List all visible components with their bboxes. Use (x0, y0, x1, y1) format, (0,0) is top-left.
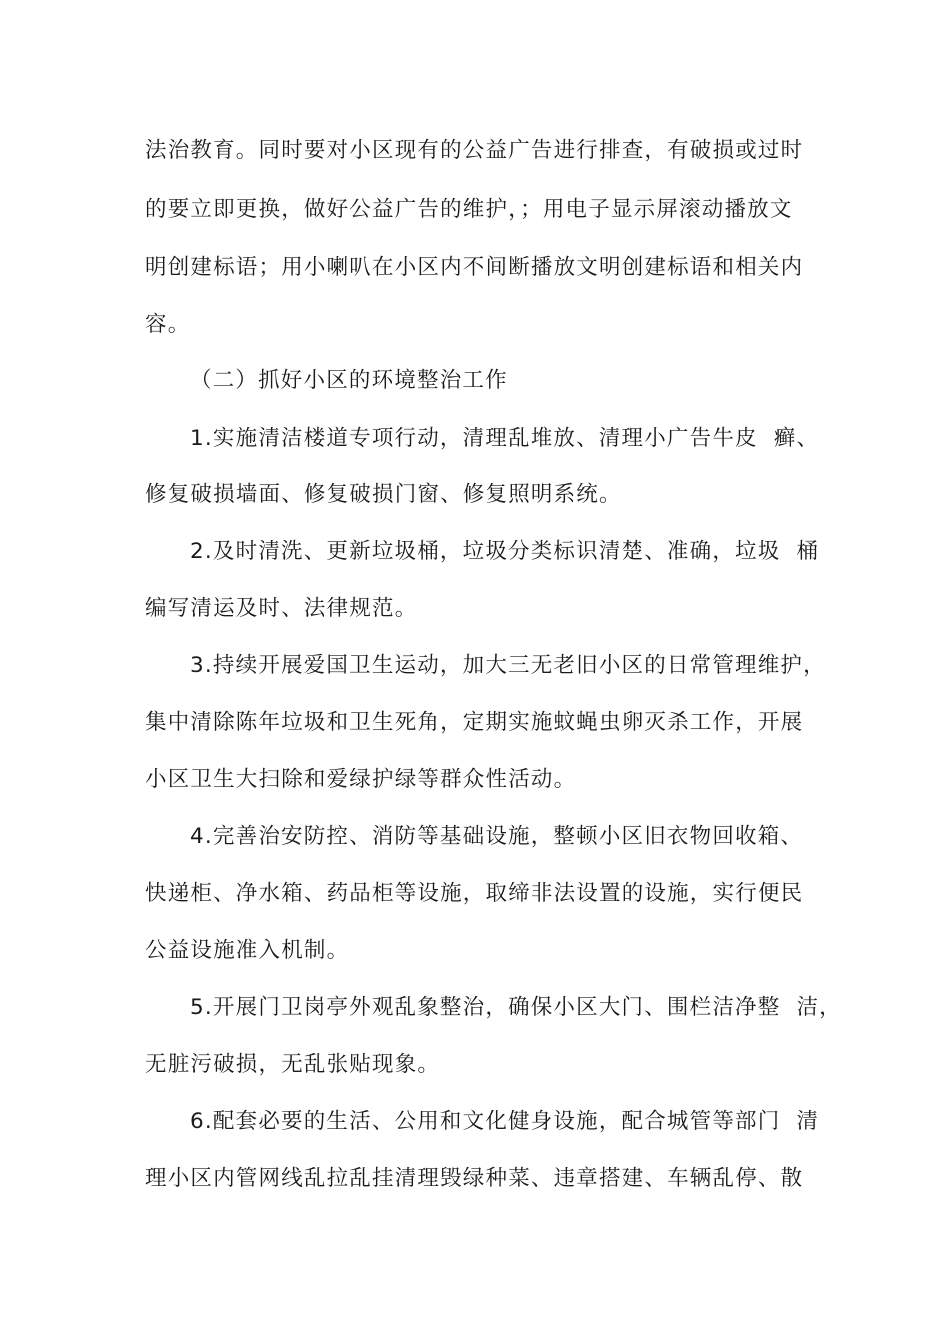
text-line: 1.实施清洁楼道专项行动，清理乱堆放、清理小广告牛皮 癣、 (190, 426, 820, 451)
text-line: 公益设施准入机制。 (145, 938, 350, 963)
text-line: 容。 (145, 312, 191, 337)
text-line: 理小区内管网线乱拉乱挂清理毁绿种菜、违章搭建、车辆乱停、散 (145, 1166, 804, 1191)
text-line: 集中清除陈年垃圾和卫生死角，定期实施蚊蝇虫卵灭杀工作，开展 (145, 710, 804, 735)
text-line: 编写清运及时、法律规范。 (145, 596, 418, 621)
text-line: 小区卫生大扫除和爱绿护绿等群众性活动。 (145, 767, 577, 792)
text-line: 3.持续开展爱国卫生运动，加大三无老旧小区的日常管理维护， (190, 653, 826, 678)
text-line: 4.完善治安防控、消防等基础设施，整顿小区旧衣物回收箱、 (190, 824, 804, 849)
text-line: 快递柜、净水箱、药品柜等设施，取缔非法设置的设施，实行便民 (145, 881, 804, 906)
text-line: 的要立即更换，做好公益广告的维护，；用电子显示屏滚动播放文 (145, 197, 793, 222)
text-line: 5.开展门卫岗亭外观乱象整治，确保小区大门、围栏洁净整 洁， (190, 995, 842, 1020)
text-line: 2.及时清洗、更新垃圾桶，垃圾分类标识清楚、准确，垃圾 桶 (190, 539, 820, 564)
text-line: 无脏污破损，无乱张贴现象。 (145, 1052, 441, 1077)
text-line: 6.配套必要的生活、公用和文化健身设施，配合城管等部门 清 (190, 1109, 820, 1134)
text-line: 明创建标语；用小喇叭在小区内不间断播放文明创建标语和相关内 (145, 255, 804, 280)
text-line: 法治教育。同时要对小区现有的公益广告进行排查，有破损或过时 (145, 138, 804, 163)
text-line: 修复破损墙面、修复破损门窗、修复照明系统。 (145, 482, 622, 507)
section-heading: （二）抓好小区的环境整治工作 (190, 368, 508, 393)
